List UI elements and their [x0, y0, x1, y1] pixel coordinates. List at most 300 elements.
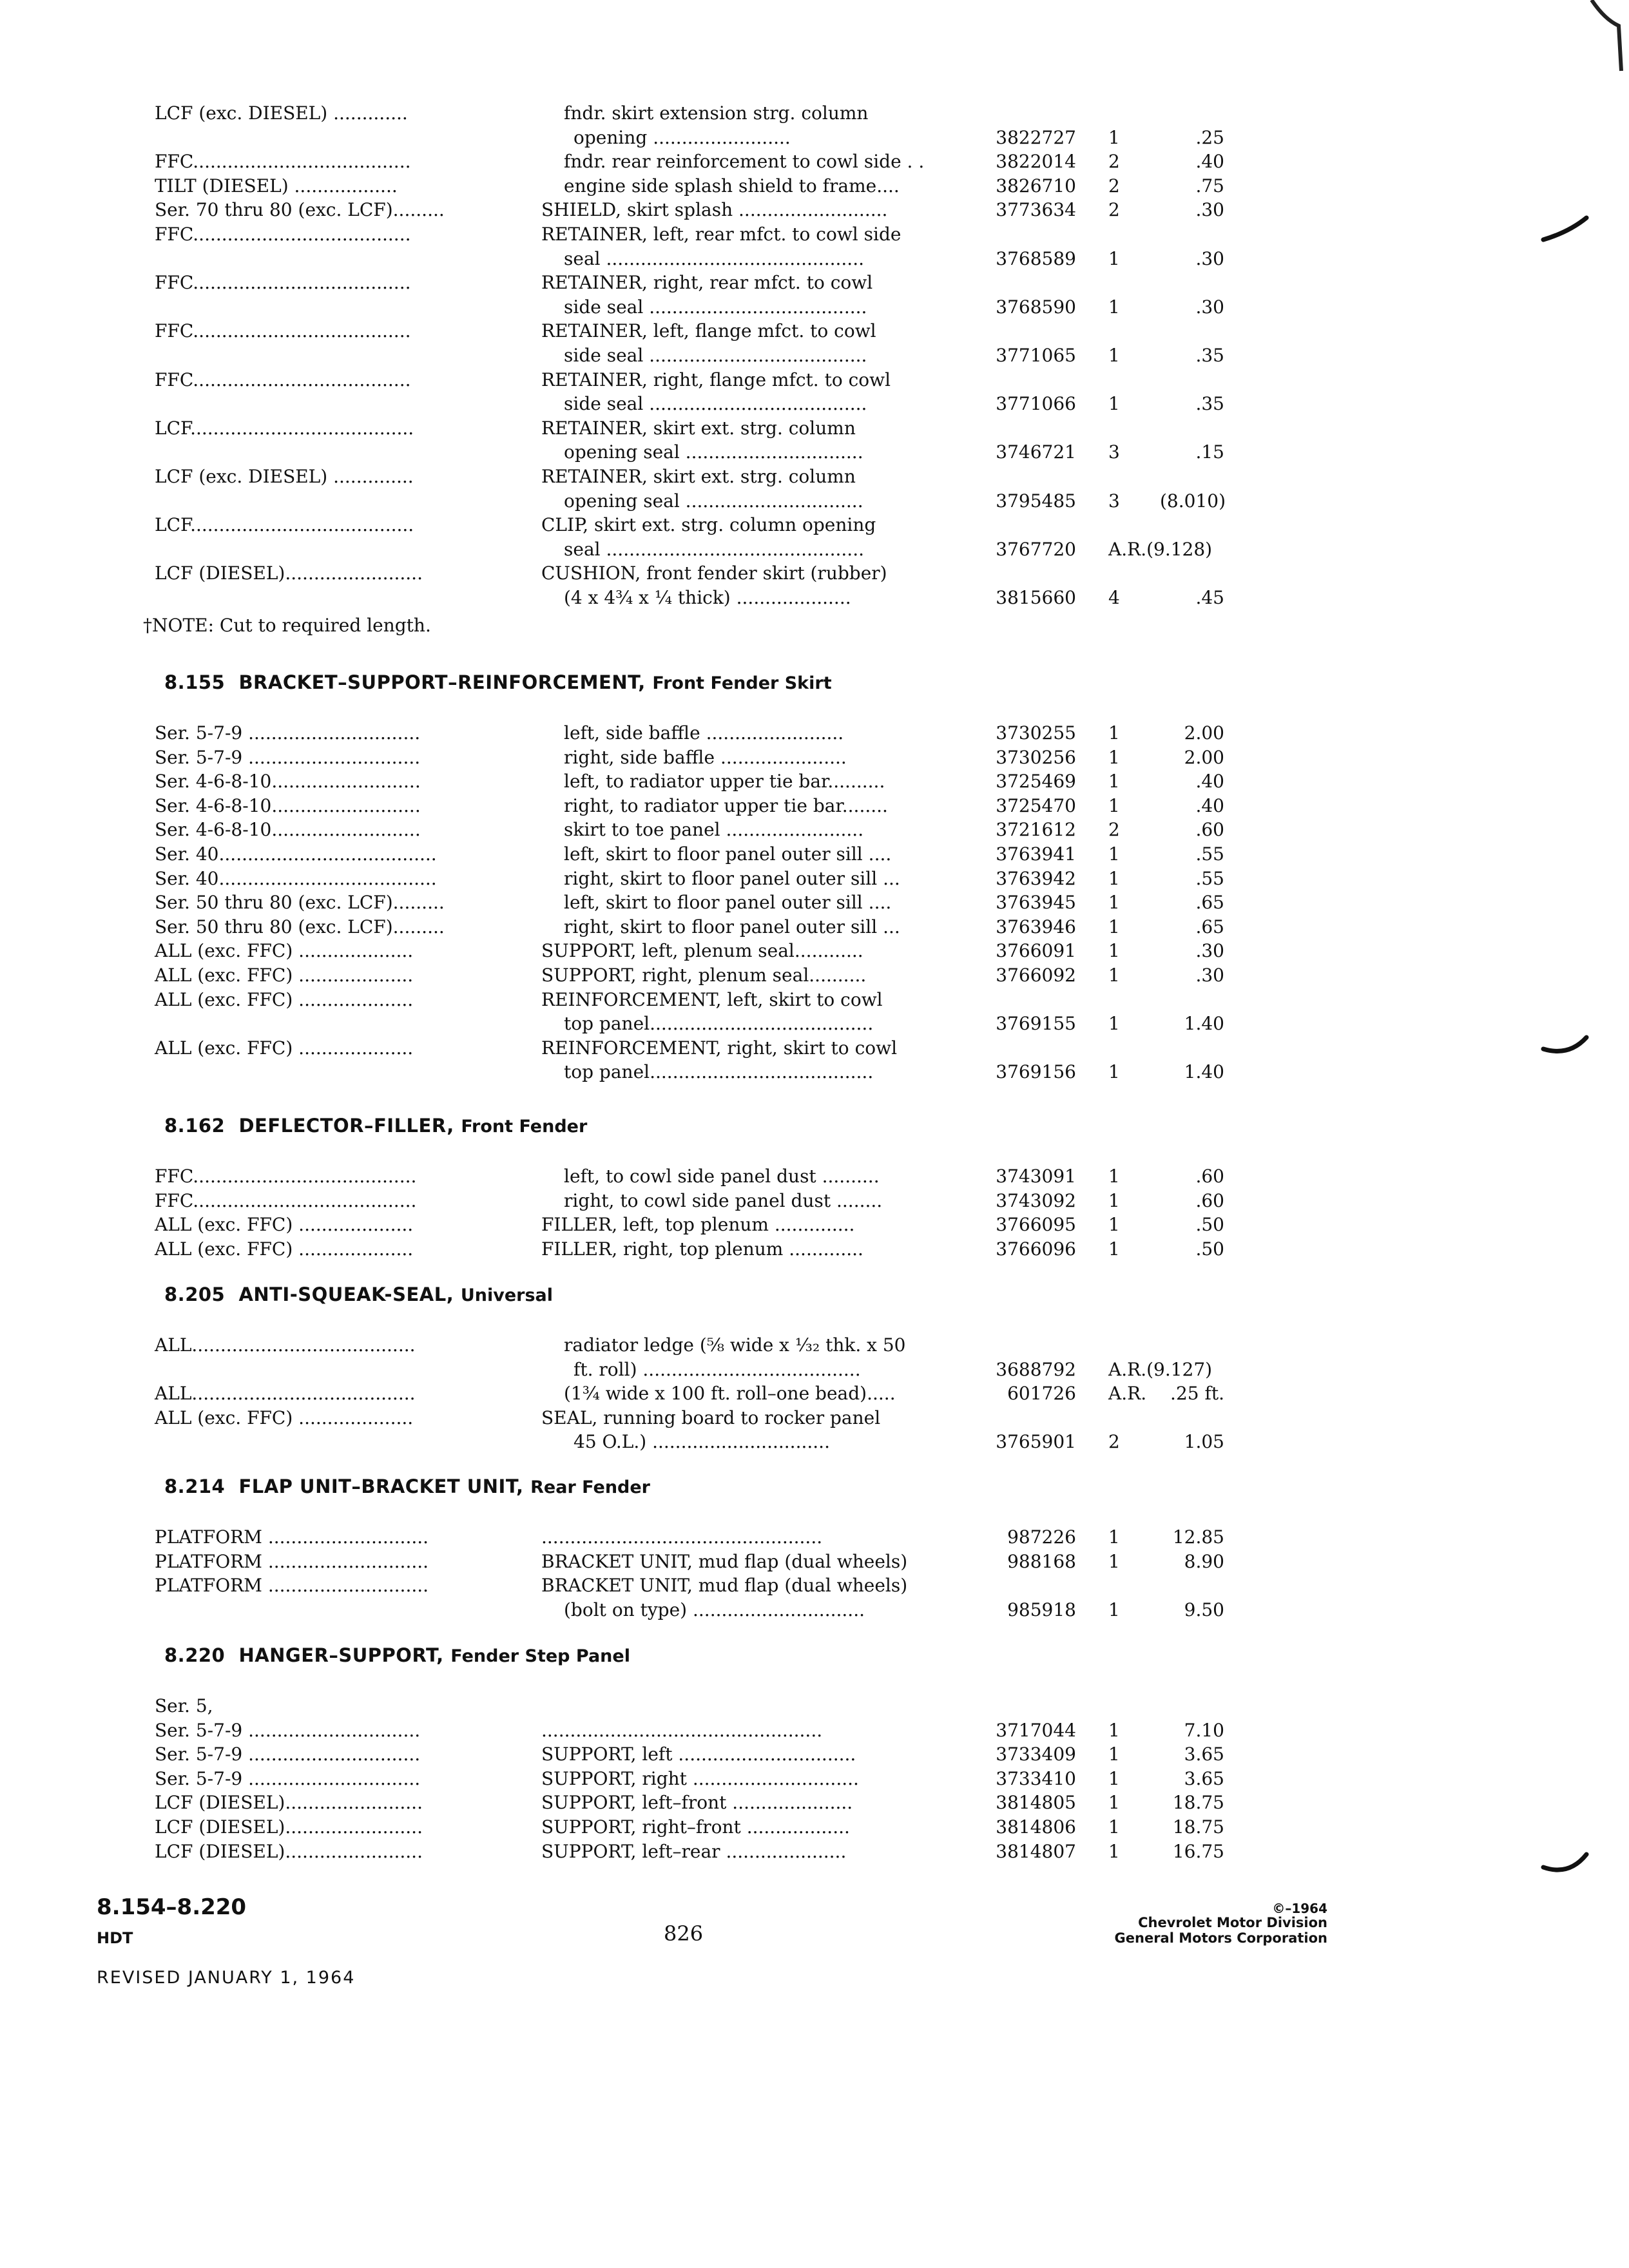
- model: LCF (DIESEL)........................: [155, 562, 423, 584]
- description: opening ........................: [574, 126, 791, 148]
- quantity: 1: [1108, 126, 1120, 148]
- part-number: 3814807: [996, 1840, 1076, 1862]
- parts-row: [0, 1719, 1629, 1742]
- price: .60: [1195, 819, 1224, 841]
- description: SUPPORT, left–rear .....................: [541, 1840, 847, 1862]
- model: FFC......................................: [155, 272, 411, 294]
- description: RETAINER, right, rear mfct. to cowl: [541, 272, 873, 294]
- quantity: 1: [1108, 1599, 1120, 1620]
- description: top panel.......................................: [564, 1061, 874, 1083]
- part-number: 3763945: [996, 892, 1076, 914]
- quantity: 4: [1108, 587, 1120, 608]
- section-subtitle: Rear Fender: [530, 1477, 651, 1497]
- parts-row: [0, 1840, 1629, 1863]
- quantity: 1: [1108, 843, 1120, 865]
- model: Ser. 50 thru 80 (exc. LCF).........: [155, 916, 445, 937]
- parts-row: [0, 818, 1629, 841]
- quantity: 1: [1108, 1238, 1120, 1260]
- part-number: 3767720: [996, 538, 1076, 560]
- description: RETAINER, skirt ext. strg. column: [541, 466, 856, 487]
- description: REINFORCEMENT, left, skirt to cowl: [541, 988, 883, 1010]
- model: PLATFORM ............................: [155, 1526, 429, 1548]
- part-number: 3795485: [996, 490, 1076, 512]
- parts-row: [0, 1189, 1629, 1213]
- parts-row: [0, 198, 1629, 222]
- description: right, skirt to floor panel outer sill ...: [564, 916, 900, 937]
- quantity: 1: [1108, 1526, 1120, 1548]
- parts-row: [0, 296, 1629, 319]
- binder-hole-mark: [1540, 1830, 1592, 1881]
- price: 18.75: [1172, 1816, 1224, 1838]
- parts-row: [0, 1382, 1629, 1405]
- footnote: †NOTE: Cut to required length.: [143, 614, 431, 636]
- price: 2.00: [1184, 722, 1224, 744]
- section-title: DEFLECTOR–FILLER,: [238, 1115, 454, 1137]
- section-heading: [164, 1644, 630, 1666]
- section-number: 8.155: [164, 671, 226, 693]
- section-subtitle: Fender Step Panel: [450, 1646, 630, 1666]
- quantity: 1: [1108, 1013, 1120, 1035]
- part-number: 3733409: [996, 1744, 1076, 1765]
- description: SUPPORT, right .............................: [541, 1767, 859, 1789]
- price: .30: [1195, 940, 1224, 962]
- part-number: 3717044: [996, 1719, 1076, 1741]
- price: .25: [1195, 126, 1224, 148]
- model: LCF (DIESEL)........................: [155, 1792, 423, 1814]
- model: FFC.......................................: [155, 1166, 417, 1187]
- parts-row: [0, 271, 1629, 294]
- model: Ser. 50 thru 80 (exc. LCF).........: [155, 892, 445, 914]
- parts-row: [0, 247, 1629, 271]
- model: Ser. 70 thru 80 (exc. LCF).........: [155, 199, 445, 221]
- quantity: 1: [1108, 746, 1120, 768]
- quantity: 2: [1108, 819, 1120, 841]
- price: (8.010): [1160, 490, 1226, 512]
- description: FILLER, right, top plenum .............: [541, 1238, 863, 1260]
- description: left, skirt to floor panel outer sill ....: [564, 843, 892, 865]
- model: Ser. 4-6-8-10..........................: [155, 819, 421, 841]
- parts-row: [0, 939, 1629, 963]
- description: left, to cowl side panel dust ..........: [564, 1166, 880, 1187]
- quantity: 1: [1108, 1792, 1120, 1814]
- part-number: 3826710: [996, 175, 1076, 197]
- part-number: 3768590: [996, 296, 1076, 318]
- price: .40: [1195, 151, 1224, 173]
- price: .75: [1195, 175, 1224, 197]
- part-number: 3822014: [996, 151, 1076, 173]
- quantity: A.R.(9.128): [1108, 538, 1213, 560]
- parts-row: [0, 891, 1629, 914]
- price: 16.75: [1172, 1840, 1224, 1862]
- price: 18.75: [1172, 1792, 1224, 1814]
- model: TILT (DIESEL) ..................: [155, 175, 398, 197]
- quantity: 1: [1108, 771, 1120, 793]
- description: ft. roll) ......................................: [574, 1358, 861, 1380]
- description: SUPPORT, left ...............................: [541, 1744, 856, 1765]
- part-number: 3743092: [996, 1189, 1076, 1211]
- description: SUPPORT, right–front ..................: [541, 1816, 850, 1838]
- price: .25 ft.: [1170, 1383, 1224, 1405]
- parts-row: [0, 490, 1629, 513]
- model: Ser. 4-6-8-10..........................: [155, 794, 421, 816]
- quantity: 1: [1108, 1061, 1120, 1083]
- part-number: 3746721: [996, 441, 1076, 463]
- description: left, side baffle ........................: [564, 722, 844, 744]
- section-title: HANGER–SUPPORT,: [238, 1644, 444, 1666]
- model: LCF.......................................: [155, 417, 414, 439]
- price: .60: [1195, 1189, 1224, 1211]
- parts-row: [0, 369, 1629, 392]
- part-number: 601726: [1007, 1383, 1076, 1405]
- price: .30: [1195, 965, 1224, 986]
- quantity: 1: [1108, 1767, 1120, 1789]
- quantity: 3: [1108, 441, 1120, 463]
- description: opening seal ...............................: [564, 490, 863, 512]
- description: .................................................: [541, 1526, 823, 1548]
- parts-row: [0, 1599, 1629, 1622]
- part-number: 3743091: [996, 1166, 1076, 1187]
- model: ALL (exc. FFC) ....................: [155, 965, 414, 986]
- parts-row: [0, 1816, 1629, 1839]
- part-number: 3773634: [996, 199, 1076, 221]
- parts-row: [0, 722, 1629, 745]
- quantity: 1: [1108, 892, 1120, 914]
- price: .55: [1195, 867, 1224, 889]
- description: fndr. skirt extension strg. column: [564, 102, 869, 124]
- quantity: 1: [1108, 1840, 1120, 1862]
- part-number: 3768589: [996, 247, 1076, 269]
- quantity: A.R.(9.127): [1108, 1358, 1213, 1380]
- price: .30: [1195, 296, 1224, 318]
- description: BRACKET UNIT, mud flap (dual wheels): [541, 1575, 908, 1597]
- price: .60: [1195, 1166, 1224, 1187]
- description: FILLER, left, top plenum ..............: [541, 1214, 855, 1236]
- model: Ser. 5-7-9 ..............................: [155, 746, 421, 768]
- description: REINFORCEMENT, right, skirt to cowl: [541, 1037, 898, 1059]
- model: FFC.......................................: [155, 1189, 417, 1211]
- model: Ser. 5-7-9 ..............................: [155, 1767, 421, 1789]
- price: .15: [1195, 441, 1224, 463]
- description: RETAINER, right, flange mfct. to cowl: [541, 369, 891, 390]
- parts-row: [0, 867, 1629, 890]
- quantity: 1: [1108, 1550, 1120, 1572]
- parts-row: [0, 1334, 1629, 1357]
- model: PLATFORM ............................: [155, 1550, 429, 1572]
- scan-corner-mark: [1585, 0, 1629, 77]
- section-subtitle: Front Fender Skirt: [652, 673, 832, 693]
- description: RETAINER, skirt ext. strg. column: [541, 417, 856, 439]
- part-number: 3688792: [996, 1358, 1076, 1380]
- model: FFC......................................: [155, 151, 411, 173]
- description: right, skirt to floor panel outer sill ...: [564, 867, 900, 889]
- description: fndr. rear reinforcement to cowl side . .: [564, 151, 925, 173]
- description: SUPPORT, left–front .....................: [541, 1792, 853, 1814]
- description: CLIP, skirt ext. strg. column opening: [541, 514, 876, 536]
- description: left, skirt to floor panel outer sill ....: [564, 892, 892, 914]
- price: .65: [1195, 916, 1224, 937]
- part-number: 3766095: [996, 1214, 1076, 1236]
- price: 2.00: [1184, 746, 1224, 768]
- section-heading: [164, 671, 832, 693]
- description: 45 O.L.) ...............................: [574, 1431, 830, 1453]
- model: Ser. 4-6-8-10..........................: [155, 771, 421, 793]
- part-number: 3725469: [996, 771, 1076, 793]
- description: BRACKET UNIT, mud flap (dual wheels): [541, 1550, 908, 1572]
- description: SUPPORT, left, plenum seal............: [541, 940, 863, 962]
- model: FFC......................................: [155, 320, 411, 342]
- model: Ser. 5,: [155, 1695, 213, 1716]
- description: SHIELD, skirt splash ..........................: [541, 199, 888, 221]
- part-number: 3771066: [996, 393, 1076, 415]
- parts-row: [0, 514, 1629, 537]
- parts-row: [0, 916, 1629, 939]
- parts-row: [0, 746, 1629, 769]
- part-number: 987226: [1007, 1526, 1076, 1548]
- price: 1.40: [1184, 1061, 1224, 1083]
- description: seal .............................................: [564, 538, 865, 560]
- catalog-code: HDT: [97, 1929, 133, 1947]
- section-heading: [164, 1115, 587, 1137]
- parts-row: [0, 175, 1629, 198]
- price: 7.10: [1184, 1719, 1224, 1741]
- model: PLATFORM ............................: [155, 1575, 429, 1597]
- parts-row: [0, 1550, 1629, 1573]
- part-number: 3766091: [996, 940, 1076, 962]
- description: right, side baffle ......................: [564, 746, 847, 768]
- corporation-name: General Motors Corporation: [1114, 1930, 1327, 1946]
- price: .50: [1195, 1238, 1224, 1260]
- description: left, to radiator upper tie bar..........: [564, 771, 885, 793]
- parts-row: [0, 586, 1629, 610]
- price: 1.40: [1184, 1013, 1224, 1035]
- model: LCF.......................................: [155, 514, 414, 536]
- section-number: 8.205: [164, 1283, 226, 1305]
- parts-row: [0, 1791, 1629, 1814]
- description: seal .............................................: [564, 247, 865, 269]
- parts-row: [0, 988, 1629, 1012]
- price: .40: [1195, 794, 1224, 816]
- parts-row: [0, 770, 1629, 793]
- parts-row: [0, 102, 1629, 125]
- quantity: 1: [1108, 1189, 1120, 1211]
- model: FFC......................................: [155, 224, 411, 245]
- description: .................................................: [541, 1719, 823, 1741]
- parts-row: [0, 538, 1629, 561]
- parts-row: [0, 1767, 1629, 1791]
- part-number: 3814805: [996, 1792, 1076, 1814]
- parts-row: [0, 1526, 1629, 1549]
- model: ALL (exc. FFC) ....................: [155, 1407, 414, 1428]
- part-number: 3733410: [996, 1767, 1076, 1789]
- model: LCF (exc. DIESEL) ..............: [155, 466, 414, 487]
- model: Ser. 40......................................: [155, 867, 437, 889]
- quantity: 1: [1108, 247, 1120, 269]
- description: side seal ......................................: [564, 393, 867, 415]
- quantity: 2: [1108, 1431, 1120, 1453]
- description: SUPPORT, right, plenum seal..........: [541, 965, 867, 986]
- parts-row: [0, 1238, 1629, 1261]
- price: .65: [1195, 892, 1224, 914]
- description: engine side splash shield to frame....: [564, 175, 900, 197]
- model: LCF (DIESEL)........................: [155, 1816, 423, 1838]
- description: opening seal ...............................: [564, 441, 863, 463]
- parts-row: [0, 1695, 1629, 1718]
- quantity: A.R.: [1108, 1383, 1147, 1405]
- description: right, to radiator upper tie bar........: [564, 794, 888, 816]
- parts-row: [0, 465, 1629, 488]
- parts-row: [0, 150, 1629, 173]
- quantity: 1: [1108, 867, 1120, 889]
- model: ALL (exc. FFC) ....................: [155, 1238, 414, 1260]
- parts-row: [0, 1358, 1629, 1381]
- parts-row: [0, 320, 1629, 343]
- quantity: 2: [1108, 175, 1120, 197]
- part-number: 3763941: [996, 843, 1076, 865]
- parts-row: [0, 441, 1629, 464]
- parts-row: [0, 1213, 1629, 1236]
- section-title: ANTI-SQUEAK-SEAL,: [238, 1283, 454, 1305]
- page-number: 826: [664, 1921, 704, 1946]
- description: side seal ......................................: [564, 345, 867, 366]
- description: (1¾ wide x 100 ft. roll–one bead).....: [564, 1383, 896, 1405]
- description: skirt to toe panel ........................: [564, 819, 864, 841]
- model: LCF (exc. DIESEL) .............: [155, 102, 408, 124]
- model: ALL (exc. FFC) ....................: [155, 940, 414, 962]
- model: ALL (exc. FFC) ....................: [155, 1214, 414, 1236]
- revision-date: REVISED JANUARY 1, 1964: [97, 1968, 356, 1988]
- section-heading: [164, 1475, 650, 1497]
- binder-hole-mark: [1540, 1012, 1592, 1063]
- part-number: 3725470: [996, 794, 1076, 816]
- parts-row: [0, 843, 1629, 866]
- parts-row: [0, 562, 1629, 585]
- description: RETAINER, left, flange mfct. to cowl: [541, 320, 876, 342]
- parts-row: [0, 126, 1629, 149]
- part-number: 3771065: [996, 345, 1076, 366]
- quantity: 1: [1108, 1214, 1120, 1236]
- description: SEAL, running board to rocker panel: [541, 1407, 881, 1428]
- quantity: 1: [1108, 1816, 1120, 1838]
- parts-row: [0, 1037, 1629, 1060]
- price: 9.50: [1184, 1599, 1224, 1620]
- section-number: 8.214: [164, 1475, 226, 1497]
- part-number: 3822727: [996, 126, 1076, 148]
- division-name: Chevrolet Motor Division: [1138, 1915, 1327, 1930]
- part-number: 3815660: [996, 587, 1076, 608]
- copyright: ©–1964: [1272, 1901, 1327, 1916]
- section-number: 8.220: [164, 1644, 226, 1666]
- price: .45: [1195, 587, 1224, 608]
- model: ALL.......................................: [155, 1334, 416, 1356]
- price: .35: [1195, 393, 1224, 415]
- description: top panel.......................................: [564, 1013, 874, 1035]
- quantity: 1: [1108, 296, 1120, 318]
- part-number: 3814806: [996, 1816, 1076, 1838]
- parts-row: [0, 1407, 1629, 1430]
- quantity: 1: [1108, 393, 1120, 415]
- model: Ser. 5-7-9 ..............................: [155, 722, 421, 744]
- parts-row: [0, 1061, 1629, 1084]
- description: radiator ledge (⅝ wide x ⅟₃₂ thk. x 50: [564, 1334, 906, 1356]
- part-number: 3730255: [996, 722, 1076, 744]
- model: Ser. 5-7-9 ..............................: [155, 1719, 421, 1741]
- part-number: 3769155: [996, 1013, 1076, 1035]
- quantity: 1: [1108, 965, 1120, 986]
- price: 3.65: [1184, 1767, 1224, 1789]
- quantity: 1: [1108, 1166, 1120, 1187]
- parts-row: [0, 1165, 1629, 1188]
- binder-hole-mark: [1540, 193, 1592, 245]
- description: side seal ......................................: [564, 296, 867, 318]
- price: .40: [1195, 771, 1224, 793]
- description: RETAINER, left, rear mfct. to cowl side: [541, 224, 901, 245]
- model: Ser. 5-7-9 ..............................: [155, 1744, 421, 1765]
- part-number: 3765901: [996, 1431, 1076, 1453]
- section-subtitle: Universal: [460, 1285, 554, 1305]
- part-number: 3763942: [996, 867, 1076, 889]
- part-number: 985918: [1007, 1599, 1076, 1620]
- section-heading: [164, 1283, 553, 1305]
- section-title: FLAP UNIT–BRACKET UNIT,: [238, 1475, 524, 1497]
- description: CUSHION, front fender skirt (rubber): [541, 562, 887, 584]
- part-number: 3721612: [996, 819, 1076, 841]
- model: FFC......................................: [155, 369, 411, 390]
- section-subtitle: Front Fender: [461, 1117, 588, 1137]
- model: Ser. 40......................................: [155, 843, 437, 865]
- part-number: 3769156: [996, 1061, 1076, 1083]
- model: ALL (exc. FFC) ....................: [155, 988, 414, 1010]
- description: right, to cowl side panel dust ........: [564, 1189, 883, 1211]
- description: (4 x 4¾ x ¼ thick) ....................: [564, 587, 851, 608]
- section-range: 8.154–8.220: [97, 1894, 247, 1920]
- part-number: 3763946: [996, 916, 1076, 937]
- parts-row: [0, 417, 1629, 440]
- quantity: 2: [1108, 199, 1120, 221]
- price: .50: [1195, 1214, 1224, 1236]
- model: ALL (exc. FFC) ....................: [155, 1037, 414, 1059]
- quantity: 1: [1108, 794, 1120, 816]
- parts-row: [0, 1012, 1629, 1035]
- quantity: 1: [1108, 1719, 1120, 1741]
- part-number: 3766096: [996, 1238, 1076, 1260]
- model: ALL.......................................: [155, 1383, 416, 1405]
- price: 12.85: [1172, 1526, 1224, 1548]
- price: 3.65: [1184, 1744, 1224, 1765]
- price: .35: [1195, 345, 1224, 366]
- quantity: 1: [1108, 722, 1120, 744]
- parts-row: [0, 964, 1629, 987]
- parts-row: [0, 223, 1629, 246]
- price: 1.05: [1184, 1431, 1224, 1453]
- quantity: 3: [1108, 490, 1120, 512]
- price: 8.90: [1184, 1550, 1224, 1572]
- quantity: 2: [1108, 151, 1120, 173]
- section-title: BRACKET–SUPPORT–REINFORCEMENT,: [238, 671, 646, 693]
- price: .30: [1195, 199, 1224, 221]
- price: .30: [1195, 247, 1224, 269]
- parts-row: [0, 794, 1629, 818]
- description: (bolt on type) ..............................: [564, 1599, 865, 1620]
- parts-row: [0, 1574, 1629, 1597]
- price: .55: [1195, 843, 1224, 865]
- parts-row: [0, 1430, 1629, 1454]
- quantity: 1: [1108, 916, 1120, 937]
- part-number: 3766092: [996, 965, 1076, 986]
- parts-row: [0, 392, 1629, 416]
- quantity: 1: [1108, 940, 1120, 962]
- parts-row: [0, 344, 1629, 367]
- quantity: 1: [1108, 345, 1120, 366]
